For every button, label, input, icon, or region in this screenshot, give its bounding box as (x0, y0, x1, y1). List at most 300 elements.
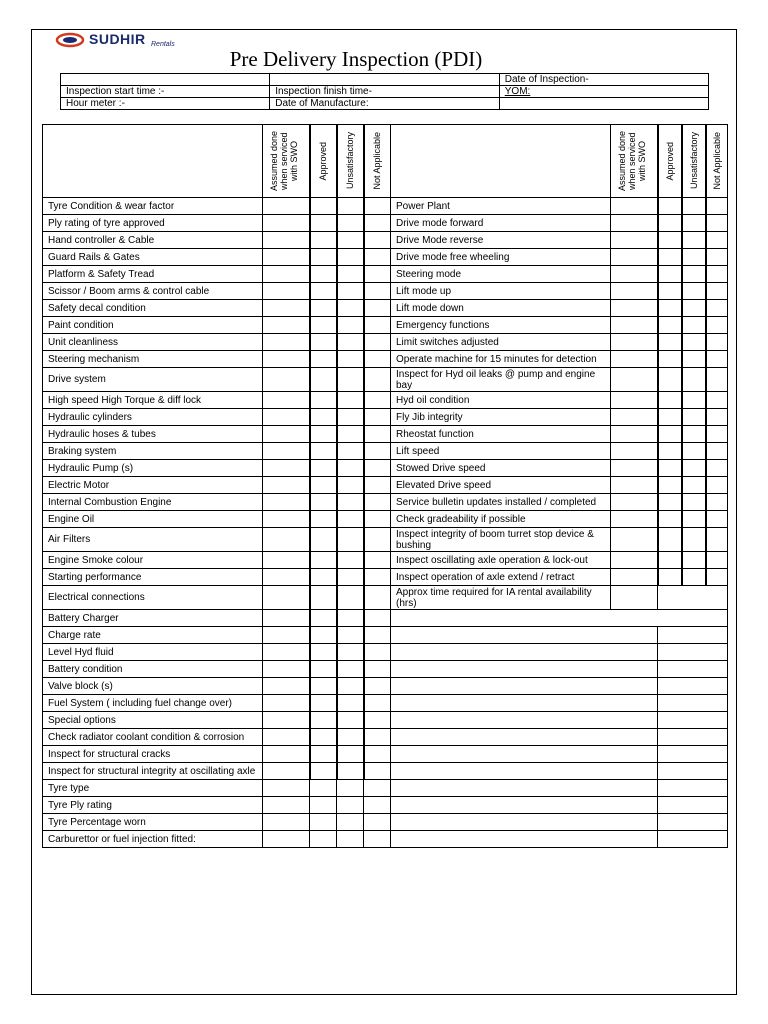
right-item-label: Service bulletin updates installed / completed (391, 494, 611, 511)
left-assumed-checkbox[interactable] (263, 678, 310, 695)
left-not-applicable-checkbox[interactable] (364, 494, 391, 511)
right-approved-checkbox[interactable] (658, 511, 682, 528)
right-approved-checkbox[interactable] (658, 351, 682, 368)
left-assumed-checkbox[interactable] (263, 831, 310, 848)
left-approved-checkbox[interactable] (310, 814, 337, 831)
right-assumed-checkbox[interactable] (611, 426, 658, 443)
left-assumed-checkbox[interactable] (263, 695, 310, 712)
left-unsatisfactory-checkbox[interactable] (337, 460, 364, 477)
left-not-applicable-checkbox[interactable] (364, 477, 391, 494)
left-not-applicable-checkbox[interactable] (364, 266, 391, 283)
left-not-applicable-checkbox[interactable] (364, 746, 391, 763)
left-unsatisfactory-checkbox[interactable] (337, 368, 364, 392)
right-not-applicable-checkbox[interactable] (706, 368, 728, 392)
left-approved-checkbox[interactable] (310, 477, 337, 494)
right-approved-checkbox[interactable] (658, 300, 682, 317)
left-approved-checkbox[interactable] (310, 552, 337, 569)
right-unsatisfactory-checkbox[interactable] (682, 528, 706, 552)
left-unsatisfactory-checkbox[interactable] (337, 317, 364, 334)
right-approved-checkbox[interactable] (658, 494, 682, 511)
left-not-applicable-checkbox[interactable] (364, 392, 391, 409)
left-not-applicable-checkbox[interactable] (364, 351, 391, 368)
right-approved-checkbox[interactable] (658, 368, 682, 392)
left-assumed-checkbox[interactable] (263, 627, 310, 644)
right-unsatisfactory-checkbox[interactable] (682, 283, 706, 300)
right-notes-field[interactable] (658, 712, 728, 729)
right-unsatisfactory-checkbox[interactable] (682, 426, 706, 443)
left-unsatisfactory-checkbox[interactable] (337, 300, 364, 317)
left-unsatisfactory-checkbox[interactable] (337, 797, 364, 814)
right-approved-checkbox[interactable] (658, 426, 682, 443)
left-assumed-checkbox[interactable] (263, 317, 310, 334)
right-unsatisfactory-checkbox[interactable] (682, 300, 706, 317)
right-not-applicable-checkbox[interactable] (706, 443, 728, 460)
right-notes-field[interactable] (658, 644, 728, 661)
right-notes-field[interactable] (658, 729, 728, 746)
right-notes-field[interactable] (391, 644, 658, 661)
right-not-applicable-checkbox[interactable] (706, 494, 728, 511)
right-assumed-checkbox[interactable] (611, 528, 658, 552)
left-unsatisfactory-checkbox[interactable] (337, 477, 364, 494)
hour-meter-field[interactable]: Hour meter :- (61, 98, 270, 110)
left-assumed-checkbox[interactable] (263, 511, 310, 528)
right-unsatisfactory-checkbox[interactable] (682, 569, 706, 586)
left-unsatisfactory-checkbox[interactable] (337, 644, 364, 661)
left-unsatisfactory-checkbox[interactable] (337, 351, 364, 368)
left-not-applicable-checkbox[interactable] (364, 460, 391, 477)
left-not-applicable-checkbox[interactable] (364, 317, 391, 334)
left-approved-checkbox[interactable] (310, 678, 337, 695)
left-not-applicable-checkbox[interactable] (364, 528, 391, 552)
right-item-label: Hyd oil condition (391, 392, 611, 409)
left-assumed-checkbox[interactable] (263, 409, 310, 426)
left-approved-checkbox[interactable] (310, 494, 337, 511)
right-unsatisfactory-checkbox[interactable] (682, 494, 706, 511)
yom-field[interactable] (499, 86, 708, 98)
right-notes-field[interactable] (391, 831, 658, 848)
left-approved-checkbox[interactable] (310, 334, 337, 351)
checklist-row (43, 528, 728, 552)
left-unsatisfactory-checkbox[interactable] (337, 266, 364, 283)
left-assumed-checkbox[interactable] (263, 232, 310, 249)
checklist-row (43, 409, 728, 426)
left-not-applicable-checkbox[interactable] (364, 695, 391, 712)
right-approved-checkbox[interactable] (658, 232, 682, 249)
right-notes-field[interactable] (391, 729, 658, 746)
left-unsatisfactory-checkbox[interactable] (337, 215, 364, 232)
right-assumed-checkbox[interactable] (611, 300, 658, 317)
left-unsatisfactory-checkbox[interactable] (337, 249, 364, 266)
right-assumed-checkbox[interactable] (611, 409, 658, 426)
checklist-row (43, 215, 728, 232)
left-approved-checkbox[interactable] (310, 780, 337, 797)
right-not-applicable-checkbox[interactable] (706, 283, 728, 300)
right-not-applicable-checkbox[interactable] (706, 266, 728, 283)
right-assumed-checkbox[interactable] (611, 569, 658, 586)
checklist-row (43, 494, 728, 511)
right-assumed-checkbox[interactable] (611, 266, 658, 283)
left-unsatisfactory-checkbox[interactable] (337, 409, 364, 426)
left-unsatisfactory-checkbox[interactable] (337, 661, 364, 678)
right-assumed-checkbox[interactable] (611, 198, 658, 215)
left-item-label: Steering mechanism (43, 351, 263, 368)
right-unsatisfactory-checkbox[interactable] (682, 317, 706, 334)
left-approved-checkbox[interactable] (310, 460, 337, 477)
left-assumed-checkbox[interactable] (263, 746, 310, 763)
left-not-applicable-checkbox[interactable] (364, 678, 391, 695)
left-approved-checkbox[interactable] (310, 426, 337, 443)
right-unsatisfactory-checkbox[interactable] (682, 266, 706, 283)
left-unsatisfactory-checkbox[interactable] (337, 627, 364, 644)
right-time-field[interactable] (658, 586, 728, 610)
right-not-applicable-checkbox[interactable] (706, 460, 728, 477)
right-not-applicable-checkbox[interactable] (706, 552, 728, 569)
left-unsatisfactory-checkbox[interactable] (337, 678, 364, 695)
right-unsatisfactory-checkbox[interactable] (682, 232, 706, 249)
header-blank-1 (61, 74, 270, 86)
left-unsatisfactory-checkbox[interactable] (337, 729, 364, 746)
left-assumed-checkbox[interactable] (263, 712, 310, 729)
left-assumed-checkbox[interactable] (263, 426, 310, 443)
left-assumed-checkbox[interactable] (263, 368, 310, 392)
right-notes-field[interactable] (658, 661, 728, 678)
left-unsatisfactory-checkbox[interactable] (337, 610, 364, 627)
right-notes-field[interactable] (658, 763, 728, 780)
right-notes-field[interactable] (658, 780, 728, 797)
right-approved-checkbox[interactable] (658, 249, 682, 266)
left-item-label: Fuel System ( including fuel change over) (43, 695, 263, 712)
right-unsatisfactory-checkbox[interactable] (682, 460, 706, 477)
left-not-applicable-checkbox[interactable] (364, 215, 391, 232)
left-approved-checkbox[interactable] (310, 283, 337, 300)
right-notes-field[interactable] (391, 610, 728, 627)
left-unsatisfactory-checkbox[interactable] (337, 494, 364, 511)
right-not-applicable-checkbox[interactable] (706, 198, 728, 215)
right-approved-checkbox[interactable] (658, 443, 682, 460)
left-approved-checkbox[interactable] (310, 695, 337, 712)
left-approved-checkbox[interactable] (310, 763, 337, 780)
right-notes-field[interactable] (658, 695, 728, 712)
left-assumed-checkbox[interactable] (263, 569, 310, 586)
left-item-label: Charge rate (43, 627, 263, 644)
right-assumed-checkbox[interactable] (611, 215, 658, 232)
left-approved-checkbox[interactable] (310, 300, 337, 317)
left-unsatisfactory-checkbox[interactable] (337, 746, 364, 763)
left-assumed-checkbox[interactable] (263, 814, 310, 831)
left-not-applicable-checkbox[interactable] (364, 232, 391, 249)
left-unsatisfactory-checkbox[interactable] (337, 763, 364, 780)
right-assumed-checkbox[interactable] (611, 334, 658, 351)
left-unsatisfactory-checkbox[interactable] (337, 569, 364, 586)
left-not-applicable-checkbox[interactable] (364, 409, 391, 426)
right-notes-field[interactable] (391, 678, 658, 695)
left-assumed-checkbox[interactable] (263, 334, 310, 351)
date-of-inspection-field[interactable]: Date of Inspection- (499, 74, 708, 86)
right-notes-field[interactable] (658, 627, 728, 644)
left-unsatisfactory-checkbox[interactable] (337, 831, 364, 848)
right-assumed-checkbox[interactable] (611, 392, 658, 409)
right-approved-checkbox[interactable] (658, 215, 682, 232)
left-not-applicable-checkbox[interactable] (364, 627, 391, 644)
left-approved-checkbox[interactable] (310, 661, 337, 678)
left-not-applicable-checkbox[interactable] (364, 831, 391, 848)
left-not-applicable-checkbox[interactable] (364, 763, 391, 780)
right-not-applicable-checkbox[interactable] (706, 215, 728, 232)
left-unsatisfactory-checkbox[interactable] (337, 334, 364, 351)
left-approved-checkbox[interactable] (310, 712, 337, 729)
right-assumed-checkbox[interactable] (611, 586, 658, 610)
left-not-applicable-checkbox[interactable] (364, 368, 391, 392)
left-approved-checkbox[interactable] (310, 528, 337, 552)
right-assumed-checkbox[interactable] (611, 511, 658, 528)
right-notes-field[interactable] (391, 780, 658, 797)
left-unsatisfactory-checkbox[interactable] (337, 695, 364, 712)
left-approved-checkbox[interactable] (310, 797, 337, 814)
right-unsatisfactory-checkbox[interactable] (682, 215, 706, 232)
left-approved-checkbox[interactable] (310, 644, 337, 661)
left-assumed-checkbox[interactable] (263, 528, 310, 552)
left-approved-checkbox[interactable] (310, 831, 337, 848)
right-approved-checkbox[interactable] (658, 317, 682, 334)
left-assumed-checkbox[interactable] (263, 494, 310, 511)
right-not-applicable-checkbox[interactable] (706, 232, 728, 249)
left-not-applicable-checkbox[interactable] (364, 198, 391, 215)
right-approved-checkbox[interactable] (658, 552, 682, 569)
left-assumed-checkbox[interactable] (263, 586, 310, 610)
left-not-applicable-checkbox[interactable] (364, 426, 391, 443)
right-unsatisfactory-checkbox[interactable] (682, 511, 706, 528)
checklist-row (43, 460, 728, 477)
right-unsatisfactory-checkbox[interactable] (682, 334, 706, 351)
right-approved-checkbox[interactable] (658, 283, 682, 300)
left-item-label: Check radiator coolant condition & corrosion (43, 729, 263, 746)
right-item-label: Steering mode (391, 266, 611, 283)
checklist-row (43, 729, 728, 746)
right-notes-field[interactable] (391, 627, 658, 644)
right-approved-checkbox[interactable] (658, 409, 682, 426)
left-not-applicable-checkbox[interactable] (364, 511, 391, 528)
left-approved-checkbox[interactable] (310, 232, 337, 249)
right-notes-field[interactable] (391, 814, 658, 831)
right-unsatisfactory-checkbox[interactable] (682, 409, 706, 426)
checklist-row (43, 644, 728, 661)
right-unsatisfactory-header: Unsatisfactory (682, 125, 706, 198)
left-unsatisfactory-checkbox[interactable] (337, 283, 364, 300)
left-not-applicable-checkbox[interactable] (364, 712, 391, 729)
left-assumed-checkbox[interactable] (263, 763, 310, 780)
left-not-applicable-checkbox[interactable] (364, 249, 391, 266)
left-assumed-checkbox[interactable] (263, 552, 310, 569)
right-assumed-checkbox[interactable] (611, 317, 658, 334)
left-not-applicable-checkbox[interactable] (364, 552, 391, 569)
inspection-finish-field[interactable]: Inspection finish time- (270, 86, 500, 98)
left-unsatisfactory-checkbox[interactable] (337, 712, 364, 729)
right-assumed-checkbox[interactable] (611, 494, 658, 511)
right-approved-checkbox[interactable] (658, 392, 682, 409)
left-approved-checkbox[interactable] (310, 627, 337, 644)
left-approved-checkbox[interactable] (310, 266, 337, 283)
left-approved-checkbox[interactable] (310, 746, 337, 763)
right-notes-field[interactable] (658, 831, 728, 848)
left-item-label: Air Filters (43, 528, 263, 552)
right-notes-field[interactable] (658, 746, 728, 763)
right-item-label: Lift mode up (391, 283, 611, 300)
left-unsatisfactory-checkbox[interactable] (337, 814, 364, 831)
left-approved-checkbox[interactable] (310, 351, 337, 368)
right-not-applicable-checkbox[interactable] (706, 392, 728, 409)
left-assumed-checkbox[interactable] (263, 443, 310, 460)
left-assumed-checkbox[interactable] (263, 392, 310, 409)
right-unsatisfactory-checkbox[interactable] (682, 443, 706, 460)
right-not-applicable-checkbox[interactable] (706, 511, 728, 528)
left-assumed-checkbox[interactable] (263, 283, 310, 300)
left-unsatisfactory-checkbox[interactable] (337, 528, 364, 552)
left-assumed-checkbox[interactable] (263, 351, 310, 368)
left-approved-checkbox[interactable] (310, 511, 337, 528)
right-approved-checkbox[interactable] (658, 334, 682, 351)
inspection-checklist-table (42, 124, 728, 848)
left-assumed-checkbox[interactable] (263, 198, 310, 215)
checklist-row (43, 797, 728, 814)
right-approved-checkbox[interactable] (658, 528, 682, 552)
right-assumed-checkbox[interactable] (611, 283, 658, 300)
left-assumed-checkbox[interactable] (263, 661, 310, 678)
left-assumed-checkbox[interactable] (263, 266, 310, 283)
right-not-applicable-checkbox[interactable] (706, 249, 728, 266)
left-assumed-checkbox[interactable] (263, 300, 310, 317)
right-approved-checkbox[interactable] (658, 477, 682, 494)
left-not-applicable-checkbox[interactable] (364, 443, 391, 460)
left-not-applicable-checkbox[interactable] (364, 644, 391, 661)
left-not-applicable-checkbox[interactable] (364, 814, 391, 831)
left-unsatisfactory-checkbox[interactable] (337, 552, 364, 569)
left-item-label: Inspect for structural integrity at oscillating axle (43, 763, 263, 780)
left-not-applicable-checkbox[interactable] (364, 610, 391, 627)
right-notes-field[interactable] (658, 814, 728, 831)
right-assumed-checkbox[interactable] (611, 477, 658, 494)
right-unsatisfactory-checkbox[interactable] (682, 552, 706, 569)
right-not-applicable-checkbox[interactable] (706, 351, 728, 368)
right-not-applicable-checkbox[interactable] (706, 528, 728, 552)
right-not-applicable-checkbox[interactable] (706, 409, 728, 426)
right-approved-checkbox[interactable] (658, 198, 682, 215)
right-assumed-checkbox[interactable] (611, 249, 658, 266)
right-assumed-checkbox[interactable] (611, 368, 658, 392)
right-unsatisfactory-checkbox[interactable] (682, 477, 706, 494)
left-not-applicable-checkbox[interactable] (364, 661, 391, 678)
left-approved-checkbox[interactable] (310, 249, 337, 266)
right-assumed-checkbox[interactable] (611, 460, 658, 477)
right-notes-field[interactable] (391, 797, 658, 814)
left-approved-checkbox[interactable] (310, 610, 337, 627)
left-assumed-checkbox[interactable] (263, 644, 310, 661)
right-unsatisfactory-checkbox[interactable] (682, 392, 706, 409)
left-approved-checkbox[interactable] (310, 317, 337, 334)
left-unsatisfactory-checkbox[interactable] (337, 780, 364, 797)
left-not-applicable-checkbox[interactable] (364, 334, 391, 351)
right-unsatisfactory-checkbox[interactable] (682, 249, 706, 266)
right-assumed-checkbox[interactable] (611, 443, 658, 460)
left-approved-checkbox[interactable] (310, 569, 337, 586)
right-not-applicable-checkbox[interactable] (706, 334, 728, 351)
left-assumed-checkbox[interactable] (263, 249, 310, 266)
left-unsatisfactory-checkbox[interactable] (337, 198, 364, 215)
inspection-start-field[interactable]: Inspection start time :- (61, 86, 270, 98)
right-not-applicable-checkbox[interactable] (706, 300, 728, 317)
left-unsatisfactory-checkbox[interactable] (337, 392, 364, 409)
left-assumed-checkbox[interactable] (263, 477, 310, 494)
left-assumed-checkbox[interactable] (263, 215, 310, 232)
left-assumed-checkbox[interactable] (263, 460, 310, 477)
left-not-applicable-checkbox[interactable] (364, 586, 391, 610)
left-unsatisfactory-checkbox[interactable] (337, 232, 364, 249)
right-unsatisfactory-checkbox[interactable] (682, 198, 706, 215)
right-not-applicable-header: Not Applicable (706, 125, 728, 198)
left-assumed-checkbox[interactable] (263, 780, 310, 797)
left-item-label: Battery Charger (43, 610, 263, 627)
left-approved-checkbox[interactable] (310, 586, 337, 610)
left-not-applicable-checkbox[interactable] (364, 729, 391, 746)
right-not-applicable-checkbox[interactable] (706, 477, 728, 494)
right-item-label: Elevated Drive speed (391, 477, 611, 494)
left-assumed-checkbox[interactable] (263, 797, 310, 814)
right-assumed-checkbox[interactable] (611, 552, 658, 569)
left-unsatisfactory-checkbox[interactable] (337, 426, 364, 443)
left-approved-checkbox[interactable] (310, 409, 337, 426)
left-approved-checkbox[interactable] (310, 443, 337, 460)
left-not-applicable-checkbox[interactable] (364, 300, 391, 317)
right-unsatisfactory-checkbox[interactable] (682, 351, 706, 368)
left-approved-checkbox[interactable] (310, 729, 337, 746)
right-unsatisfactory-checkbox[interactable] (682, 368, 706, 392)
right-notes-field[interactable] (391, 695, 658, 712)
left-approved-checkbox[interactable] (310, 392, 337, 409)
left-assumed-checkbox[interactable] (263, 729, 310, 746)
left-unsatisfactory-checkbox[interactable] (337, 586, 364, 610)
right-approved-checkbox[interactable] (658, 460, 682, 477)
date-of-manufacture-field[interactable]: Date of Manufacture: (270, 98, 500, 110)
right-not-applicable-checkbox[interactable] (706, 569, 728, 586)
right-approved-checkbox[interactable] (658, 569, 682, 586)
checklist-row (43, 552, 728, 569)
right-not-applicable-checkbox[interactable] (706, 317, 728, 334)
left-unsatisfactory-checkbox[interactable] (337, 443, 364, 460)
left-approved-checkbox[interactable] (310, 368, 337, 392)
right-notes-field[interactable] (658, 797, 728, 814)
left-not-applicable-checkbox[interactable] (364, 797, 391, 814)
left-item-label: Tyre Ply rating (43, 797, 263, 814)
left-not-applicable-checkbox[interactable] (364, 569, 391, 586)
left-item-label: Scissor / Boom arms & control cable (43, 283, 263, 300)
right-approved-checkbox[interactable] (658, 266, 682, 283)
left-not-applicable-checkbox[interactable] (364, 780, 391, 797)
left-not-applicable-checkbox[interactable] (364, 283, 391, 300)
right-notes-field[interactable] (658, 678, 728, 695)
right-assumed-checkbox[interactable] (611, 232, 658, 249)
right-not-applicable-checkbox[interactable] (706, 426, 728, 443)
right-notes-field[interactable] (391, 661, 658, 678)
right-notes-field[interactable] (391, 712, 658, 729)
left-assumed-checkbox[interactable] (263, 610, 310, 627)
left-unsatisfactory-checkbox[interactable] (337, 511, 364, 528)
right-notes-field[interactable] (391, 763, 658, 780)
left-approved-checkbox[interactable] (310, 215, 337, 232)
left-approved-checkbox[interactable] (310, 198, 337, 215)
right-notes-field[interactable] (391, 746, 658, 763)
left-item-label: Tyre type (43, 780, 263, 797)
right-assumed-checkbox[interactable] (611, 351, 658, 368)
right-item-label: Fly Jib integrity (391, 409, 611, 426)
